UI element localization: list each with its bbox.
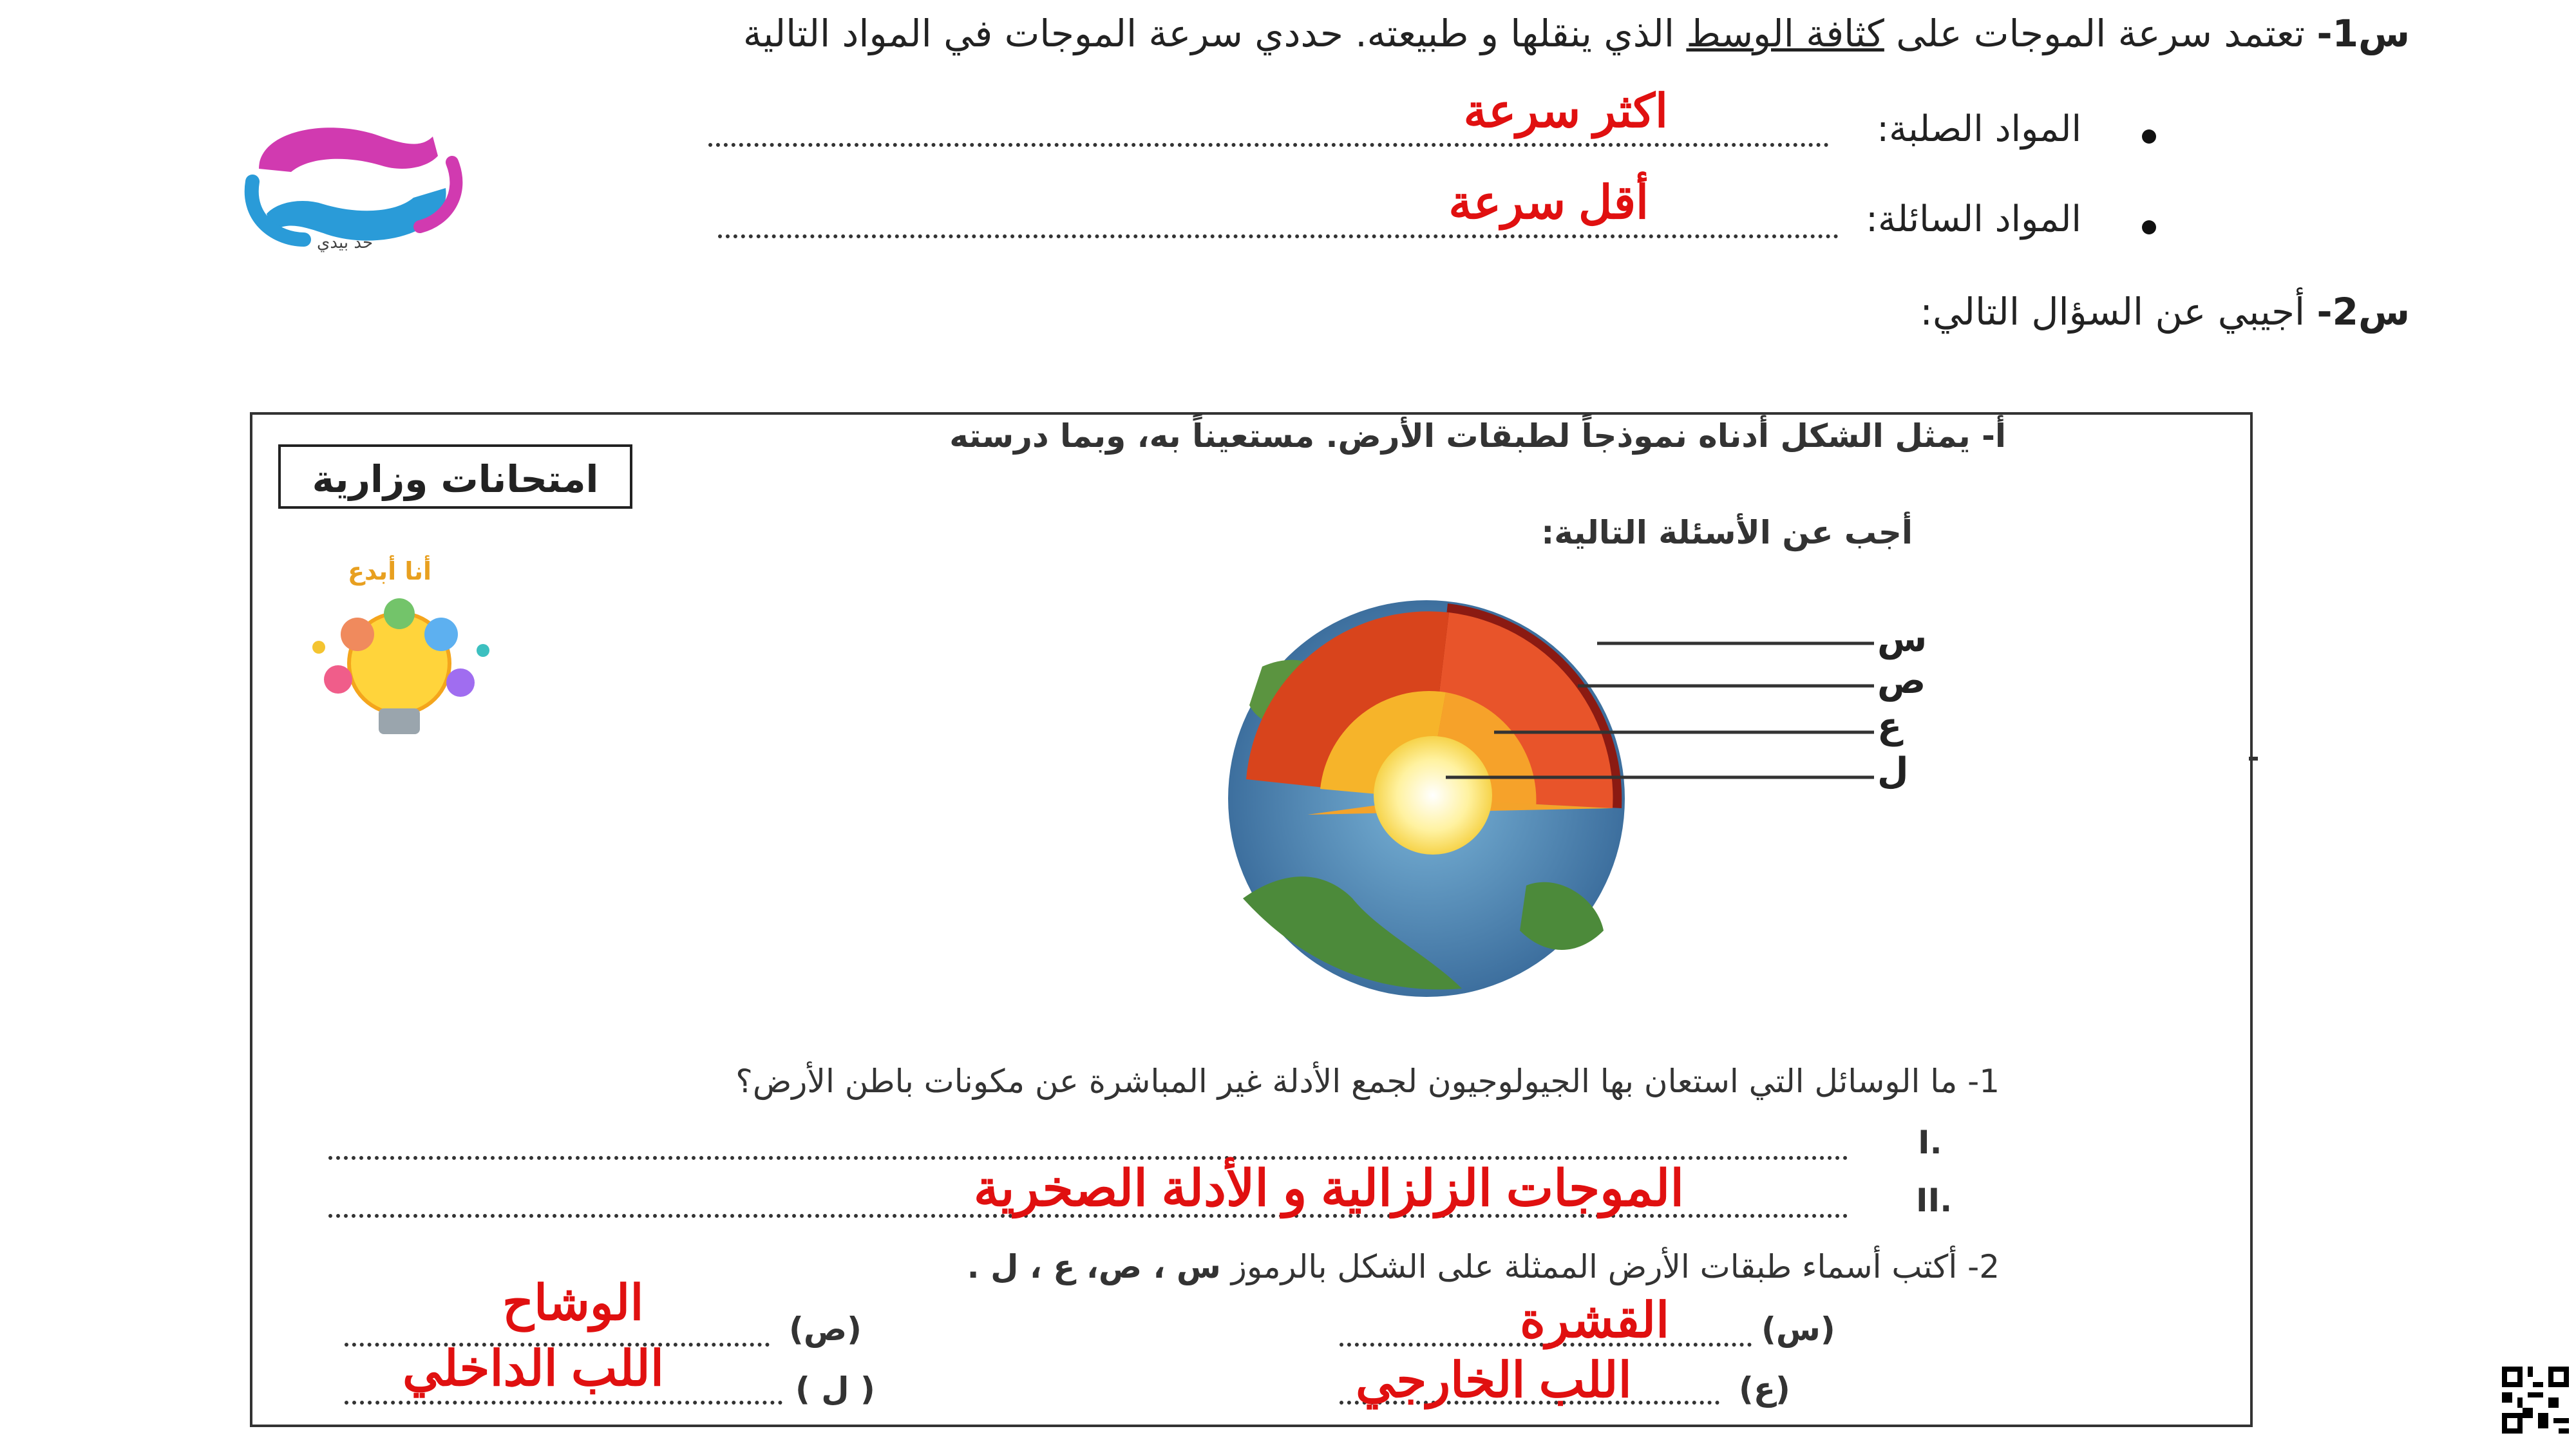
lightbulb-icon [293, 557, 506, 744]
creative-logo-caption: أنا أبدع [348, 557, 431, 585]
q1-item-1-answer: اكثر سرعة [1463, 86, 1668, 137]
hands-logo [233, 111, 478, 259]
qr-code [2502, 1367, 2569, 1434]
q1-item-1-label: المواد الصلبة: [1877, 108, 2081, 150]
earth-diagram-svg [1159, 596, 1964, 1008]
panel-question-2-symbols: س ، ص، ع ، ل . [967, 1248, 1221, 1285]
roman-numeral-2: II. [1916, 1182, 1953, 1219]
earth-layers-diagram [1159, 596, 1964, 1008]
bullet-dot-1 [2142, 129, 2156, 144]
roman-numeral-1: I. [1918, 1124, 1942, 1161]
q1-text-after: الذي ينقلها و طبيعته. حددي سرعة الموجات في المواد التالية [743, 12, 1674, 55]
panel-edge-mark [2249, 757, 2258, 761]
logo-caption: حد بيدي [317, 233, 374, 252]
panel-intro-line-1: أ- يمثل الشكل أدناه نموذجاً لطبقات الأرض. مستعيناً به، وبما درسته [949, 417, 2006, 455]
q1-item-2-answer: أقل سرعة [1448, 177, 1649, 229]
panel-intro-line-2: أجب عن الأسئلة التالية: [1541, 514, 1913, 551]
q2-text: أجيبي عن السؤال التالي: [1920, 290, 2306, 334]
panel-question-1: 1- ما الوسائل التي استعان بها الجيولوجيون لجمع الأدلة غير المباشرة عن مكونات باطن الأرض؟ [735, 1063, 2000, 1100]
ministry-exams-badge: امتحانات وزارية [278, 444, 632, 509]
diagram-label-lam: ل [1877, 750, 1909, 792]
layer-lam-line [345, 1401, 782, 1405]
diagram-label-ain: ع [1877, 705, 1902, 747]
creative-logo [293, 557, 506, 744]
bullet-dot-2 [2142, 220, 2156, 234]
layer-sad-symbol: (ص) [789, 1311, 862, 1348]
q1-number: س1- [2316, 12, 2410, 55]
q1-item-2-label: المواد السائلة: [1866, 198, 2081, 240]
q1-item-1-answer-line [708, 143, 1829, 147]
layer-lam-answer: اللب الداخلي [402, 1341, 664, 1396]
q1-heading [743, 12, 2410, 55]
layer-s-answer: القشرة [1520, 1293, 1670, 1348]
layer-lam-symbol: ( ل ) [795, 1370, 875, 1408]
diagram-label-sad: ص [1877, 660, 1926, 702]
panel-answer-1: الموجات الزلزالية و الأدلة الصخرية [973, 1160, 1684, 1217]
q1-text-before: تعتمد سرعة الموجات على [1896, 12, 2306, 55]
layer-s-symbol: (س) [1761, 1311, 1835, 1348]
layer-ain-symbol: (ع) [1739, 1370, 1790, 1408]
diagram-label-s: س [1877, 618, 1927, 660]
q1-underlined: كثافة الوسط [1686, 12, 1884, 55]
layer-sad-answer: الوشاح [502, 1276, 644, 1331]
inner-core [1374, 736, 1492, 855]
qr-code-icon [2502, 1367, 2569, 1434]
q2-heading [1920, 290, 2410, 334]
q2-number: س2- [2316, 290, 2410, 334]
q1-item-2-answer-line [718, 234, 1839, 238]
panel-question-2 [967, 1248, 2000, 1285]
panel-question-2-text: 2- أكتب أسماء طبقات الأرض الممثلة على الشكل بالرموز [1231, 1248, 2000, 1285]
layer-ain-answer: اللب الخارجي [1356, 1353, 1632, 1408]
